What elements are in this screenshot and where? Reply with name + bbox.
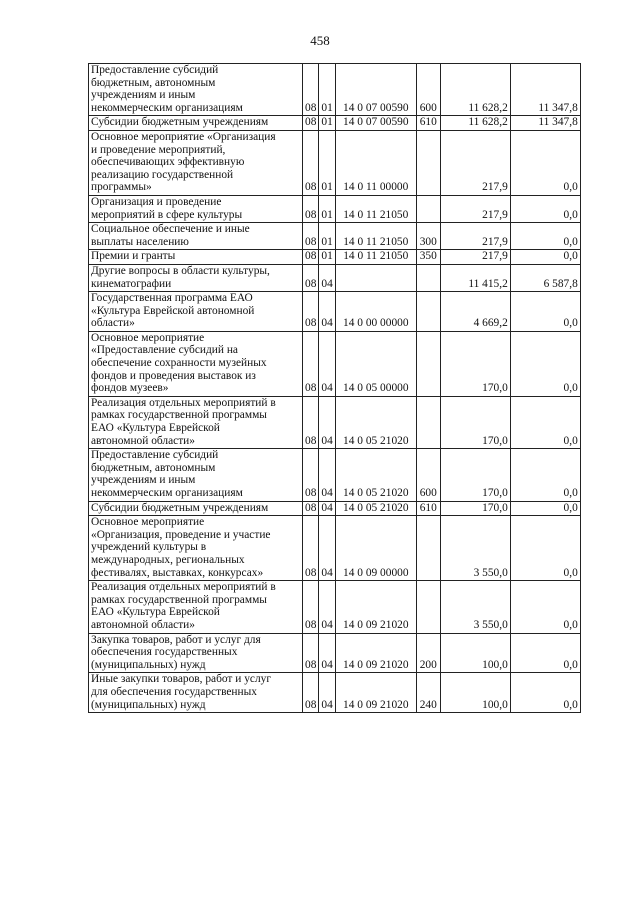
amount-year-1: 3 550,0 xyxy=(440,516,510,581)
subsection-code: 04 xyxy=(319,292,335,332)
target-article-code: 14 0 09 21020 xyxy=(335,633,416,673)
target-article-code: 14 0 11 21050 xyxy=(335,250,416,265)
row-name: Предоставление субсидий бюджетным, автономным учреждениям и иным некоммерческим организациям xyxy=(89,64,303,116)
subsection-code: 04 xyxy=(319,673,335,713)
amount-year-2: 11 347,8 xyxy=(510,116,580,131)
row-name: Иные закупки товаров, работ и услуг для обеспечения государственных (муниципальных) нужд xyxy=(89,673,303,713)
expense-type-code xyxy=(416,292,440,332)
row-name: Другие вопросы в области культуры, кинематографии xyxy=(89,264,303,291)
amount-year-2: 11 347,8 xyxy=(510,64,580,116)
row-name: Субсидии бюджетным учреждениям xyxy=(89,501,303,516)
page-number: 458 xyxy=(310,33,330,48)
expense-type-code: 350 xyxy=(416,250,440,265)
section-code: 08 xyxy=(303,633,319,673)
amount-year-2: 6 587,8 xyxy=(510,264,580,291)
subsection-code: 04 xyxy=(319,633,335,673)
table-row xyxy=(89,396,581,448)
amount-year-1: 217,9 xyxy=(440,250,510,265)
amount-year-1: 217,9 xyxy=(440,223,510,250)
table-row xyxy=(89,116,581,131)
section-code: 08 xyxy=(303,64,319,116)
subsection-code: 04 xyxy=(319,516,335,581)
table-row xyxy=(89,292,581,332)
target-article-code: 14 0 11 00000 xyxy=(335,130,416,195)
budget-table xyxy=(88,63,581,713)
expense-type-code: 600 xyxy=(416,64,440,116)
table-row xyxy=(89,581,581,633)
target-article-code: 14 0 07 00590 xyxy=(335,64,416,116)
amount-year-2: 0,0 xyxy=(510,195,580,222)
amount-year-2: 0,0 xyxy=(510,130,580,195)
section-code: 08 xyxy=(303,292,319,332)
amount-year-2: 0,0 xyxy=(510,449,580,501)
target-article-code: 14 0 05 21020 xyxy=(335,501,416,516)
expense-type-code: 240 xyxy=(416,673,440,713)
target-article-code: 14 0 09 00000 xyxy=(335,516,416,581)
row-name: Премии и гранты xyxy=(89,250,303,265)
section-code: 08 xyxy=(303,264,319,291)
amount-year-1: 217,9 xyxy=(440,195,510,222)
target-article-code: 14 0 09 21020 xyxy=(335,673,416,713)
subsection-code: 04 xyxy=(319,264,335,291)
target-article-code: 14 0 11 21050 xyxy=(335,223,416,250)
section-code: 08 xyxy=(303,673,319,713)
expense-type-code: 610 xyxy=(416,501,440,516)
target-article-code: 14 0 00 00000 xyxy=(335,292,416,332)
section-code: 08 xyxy=(303,331,319,396)
target-article-code: 14 0 09 21020 xyxy=(335,581,416,633)
section-code: 08 xyxy=(303,396,319,448)
amount-year-1: 11 415,2 xyxy=(440,264,510,291)
expense-type-code xyxy=(416,264,440,291)
target-article-code: 14 0 05 00000 xyxy=(335,331,416,396)
row-name: Основное мероприятие «Предоставление субсидий на обеспечение сохранности музейных фондов и проведения выставок из фондов музеев» xyxy=(89,331,303,396)
target-article-code: 14 0 05 21020 xyxy=(335,449,416,501)
expense-type-code xyxy=(416,130,440,195)
expense-type-code: 610 xyxy=(416,116,440,131)
amount-year-2: 0,0 xyxy=(510,223,580,250)
amount-year-2: 0,0 xyxy=(510,396,580,448)
row-name: Социальное обеспечение и иные выплаты населению xyxy=(89,223,303,250)
subsection-code: 04 xyxy=(319,581,335,633)
subsection-code: 01 xyxy=(319,250,335,265)
subsection-code: 04 xyxy=(319,501,335,516)
amount-year-2: 0,0 xyxy=(510,633,580,673)
amount-year-2: 0,0 xyxy=(510,331,580,396)
expense-type-code: 200 xyxy=(416,633,440,673)
subsection-code: 01 xyxy=(319,195,335,222)
amount-year-2: 0,0 xyxy=(510,292,580,332)
amount-year-2: 0,0 xyxy=(510,250,580,265)
row-name: Основное мероприятие «Организация, проведение и участие учреждений культуры в международных, региональных фестивалях, выставках, конкурсах» xyxy=(89,516,303,581)
row-name: Государственная программа ЕАО «Культура Еврейской автономной области» xyxy=(89,292,303,332)
subsection-code: 04 xyxy=(319,449,335,501)
target-article-code: 14 0 05 21020 xyxy=(335,396,416,448)
table-row xyxy=(89,516,581,581)
section-code: 08 xyxy=(303,116,319,131)
row-name: Организация и проведение мероприятий в сфере культуры xyxy=(89,195,303,222)
table-row xyxy=(89,250,581,265)
table-row xyxy=(89,264,581,291)
subsection-code: 04 xyxy=(319,396,335,448)
table-row xyxy=(89,223,581,250)
table-row xyxy=(89,633,581,673)
section-code: 08 xyxy=(303,581,319,633)
table-row xyxy=(89,331,581,396)
expense-type-code xyxy=(416,396,440,448)
table-row xyxy=(89,501,581,516)
section-code: 08 xyxy=(303,516,319,581)
amount-year-1: 170,0 xyxy=(440,501,510,516)
amount-year-1: 100,0 xyxy=(440,633,510,673)
subsection-code: 01 xyxy=(319,64,335,116)
table-row xyxy=(89,195,581,222)
amount-year-1: 11 628,2 xyxy=(440,116,510,131)
amount-year-2: 0,0 xyxy=(510,501,580,516)
row-name: Реализация отдельных мероприятий в рамках государственной программы ЕАО «Культура Еврейской автономной области» xyxy=(89,396,303,448)
section-code: 08 xyxy=(303,223,319,250)
amount-year-2: 0,0 xyxy=(510,516,580,581)
expense-type-code xyxy=(416,331,440,396)
amount-year-1: 100,0 xyxy=(440,673,510,713)
amount-year-1: 170,0 xyxy=(440,331,510,396)
row-name: Субсидии бюджетным учреждениям xyxy=(89,116,303,131)
table-row xyxy=(89,130,581,195)
expense-type-code xyxy=(416,195,440,222)
expense-type-code xyxy=(416,581,440,633)
row-name: Реализация отдельных мероприятий в рамках государственной программы ЕАО «Культура Еврейской автономной области» xyxy=(89,581,303,633)
amount-year-1: 170,0 xyxy=(440,396,510,448)
subsection-code: 01 xyxy=(319,116,335,131)
amount-year-1: 170,0 xyxy=(440,449,510,501)
subsection-code: 01 xyxy=(319,130,335,195)
target-article-code: 14 0 11 21050 xyxy=(335,195,416,222)
amount-year-1: 11 628,2 xyxy=(440,64,510,116)
amount-year-2: 0,0 xyxy=(510,673,580,713)
target-article-code xyxy=(335,264,416,291)
amount-year-2: 0,0 xyxy=(510,581,580,633)
section-code: 08 xyxy=(303,501,319,516)
expense-type-code: 600 xyxy=(416,449,440,501)
amount-year-1: 3 550,0 xyxy=(440,581,510,633)
section-code: 08 xyxy=(303,195,319,222)
row-name: Предоставление субсидий бюджетным, автономным учреждениям и иным некоммерческим организациям xyxy=(89,449,303,501)
section-code: 08 xyxy=(303,250,319,265)
row-name: Основное мероприятие «Организация и проведение мероприятий, обеспечивающих эффективную реализацию государственной программы» xyxy=(89,130,303,195)
amount-year-1: 217,9 xyxy=(440,130,510,195)
row-name: Закупка товаров, работ и услуг для обеспечения государственных (муниципальных) нужд xyxy=(89,633,303,673)
subsection-code: 01 xyxy=(319,223,335,250)
table-row xyxy=(89,673,581,713)
target-article-code: 14 0 07 00590 xyxy=(335,116,416,131)
amount-year-1: 4 669,2 xyxy=(440,292,510,332)
expense-type-code: 300 xyxy=(416,223,440,250)
subsection-code: 04 xyxy=(319,331,335,396)
section-code: 08 xyxy=(303,449,319,501)
table-row xyxy=(89,64,581,116)
expense-type-code xyxy=(416,516,440,581)
table-row xyxy=(89,449,581,501)
section-code: 08 xyxy=(303,130,319,195)
